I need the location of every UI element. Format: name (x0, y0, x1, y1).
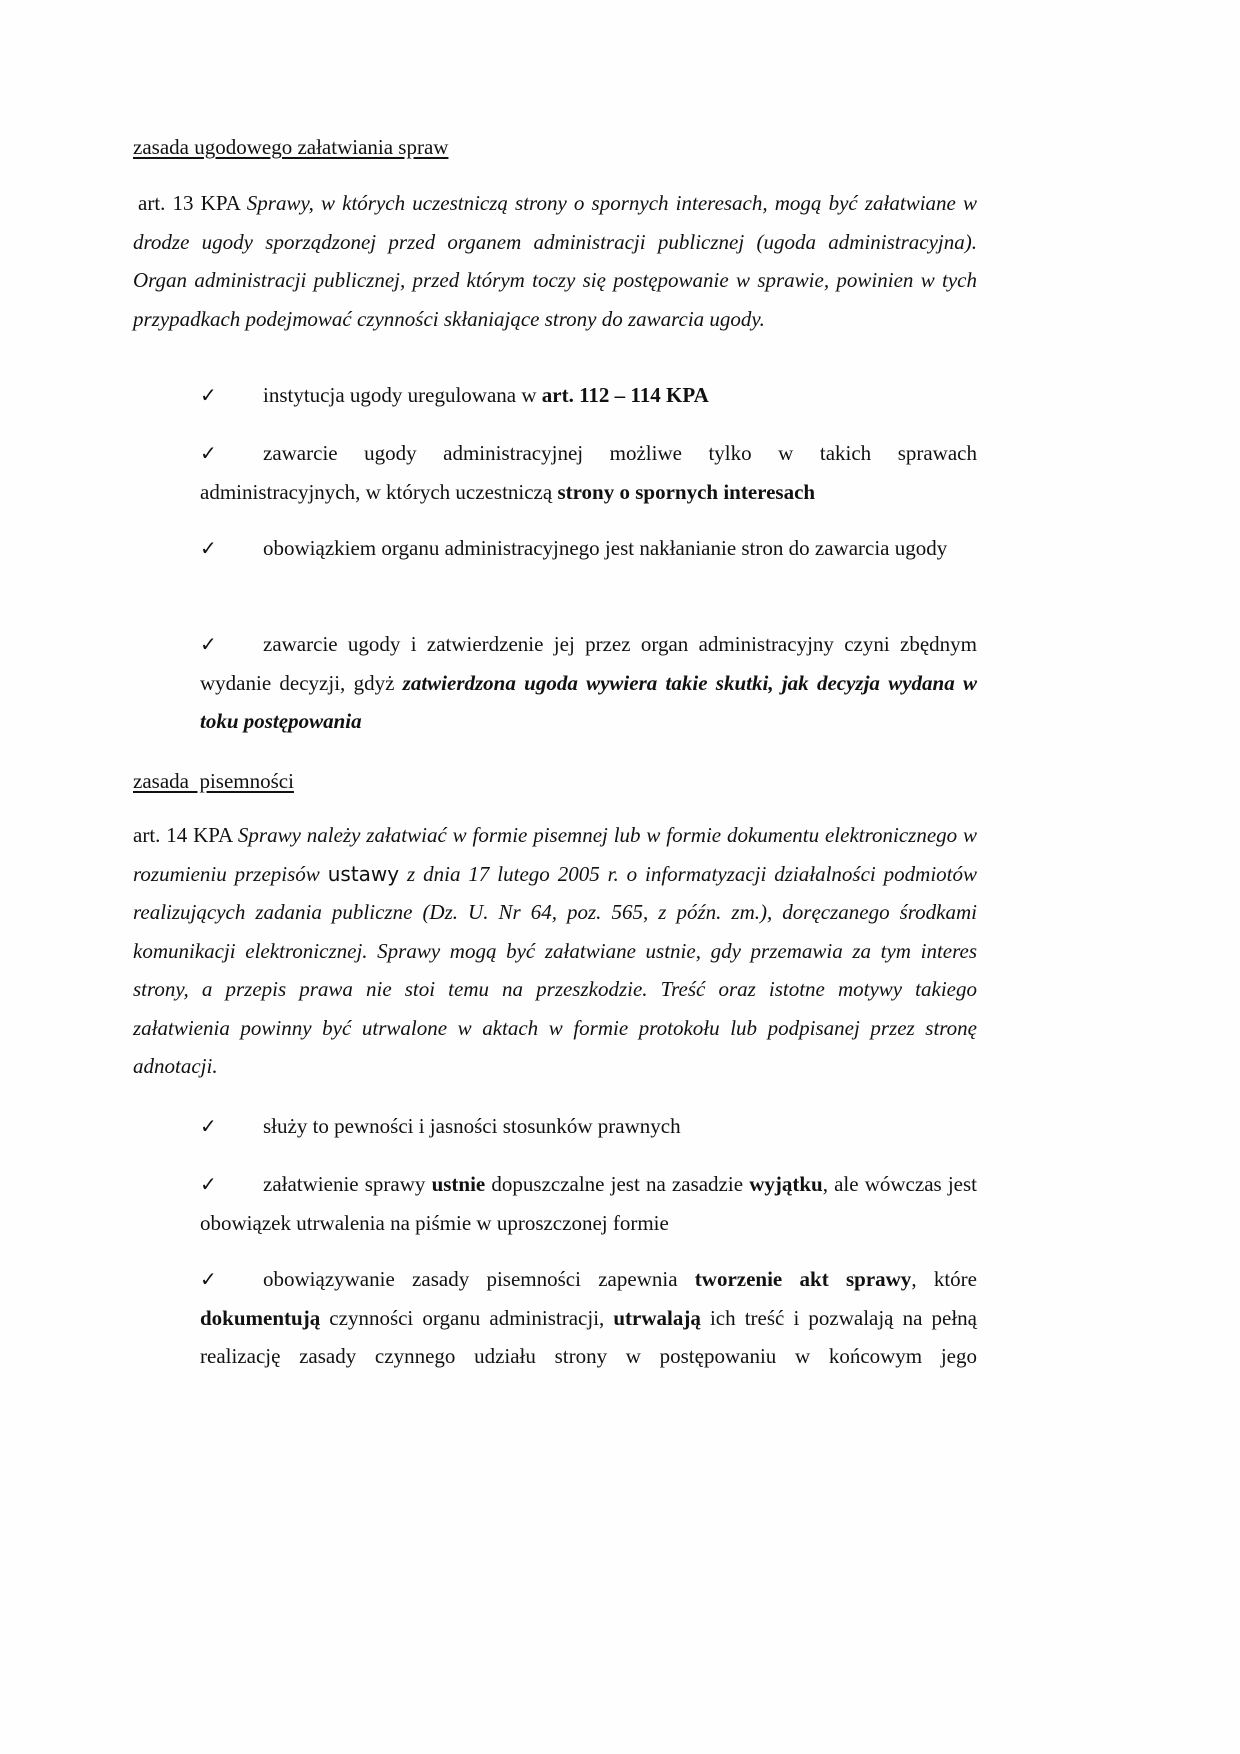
checkmark-icon: ✓ (200, 441, 217, 465)
list-item: ✓ instytucja ugody uregulowana w art. 112 – 114 KPA (200, 376, 977, 415)
list-item: ✓ zawarcie ugody administracyjnej możliwe tylko w takich sprawach administracyjnych, w których uczestniczą strony o spornych interesach (200, 434, 977, 511)
article-text-after: z dnia 17 lutego 2005 r. o informatyzacji działalności podmiotów realizujących zadania publiczne (Dz. U. Nr 64, poz. 565, z późn. zm.), doręczanego środkami komunikacji elektronicznej. Sprawy mogą być załatwiane ustnie, gdy przemawia za tym interes strony, a przepis prawa nie stoi temu na przeszkodzie. Treść oraz istotne motywy takiego załatwienia powinny być utrwalone w aktach w formie protokołu lub podpisanej przez stronę adnotacji. (133, 861, 978, 1078)
article-14-paragraph (133, 816, 977, 1086)
list-item: ✓ służy to pewności i jasności stosunków prawnych (200, 1107, 977, 1146)
article-ustawy-link: ustawy (327, 861, 400, 886)
article-ref: art. 13 KPA (138, 191, 240, 215)
checkmark-icon: ✓ (200, 632, 217, 656)
checkmark-icon: ✓ (200, 1172, 217, 1196)
checkmark-icon: ✓ (200, 536, 217, 560)
list-item: ✓ zawarcie ugody i zatwierdzenie jej przez organ administracyjny czyni zbędnym wydanie decyzji, gdyż zatwierdzona ugoda wywiera takie skutki, jak decyzja wydana w toku postępowania (200, 625, 977, 741)
list-item: ✓ załatwienie sprawy ustnie dopuszczalne jest na zasadzie wyjątku, ale wówczas jest obowiązek utrwalenia na piśmie w uproszczonej formie (200, 1165, 977, 1242)
list-item: ✓ obowiązywanie zasady pisemności zapewnia tworzenie akt sprawy, które dokumentują czynności organu administracji, utrwalają ich treść i pozwalają na pełną realizację zasady czynnego udziału strony w postępowaniu w końcowym jego (200, 1260, 977, 1376)
article-13-paragraph (133, 184, 977, 338)
checkmark-icon: ✓ (200, 1267, 217, 1291)
section-heading-ugoda: zasada ugodowego załatwiania spraw (133, 135, 449, 159)
checkmark-icon: ✓ (200, 1114, 217, 1138)
article-ref: art. 14 KPA (133, 823, 233, 847)
checkmark-icon: ✓ (200, 383, 217, 407)
list-item: ✓ obowiązkiem organu administracyjnego jest nakłanianie stron do zawarcia ugody (200, 529, 977, 568)
section-heading-pisemnosc: zasada pisemności (133, 769, 294, 793)
article-text-before: Sprawy należy załatwiać w formie pisemnej lub w formie dokumentu elektronicznego w rozumieniu przepisów (133, 823, 978, 886)
article-text: Sprawy, w których uczestniczą strony o spornych interesach, mogą być załatwiane w drodze ugody sporządzonej przed organem administracji publicznej (ugoda administracyjna). Organ administracji publicznej, przed którym toczy się postępowanie w sprawie, powinien w tych przypadkach podejmować czynności skłaniające strony do zawarcia ugody. (133, 191, 978, 331)
